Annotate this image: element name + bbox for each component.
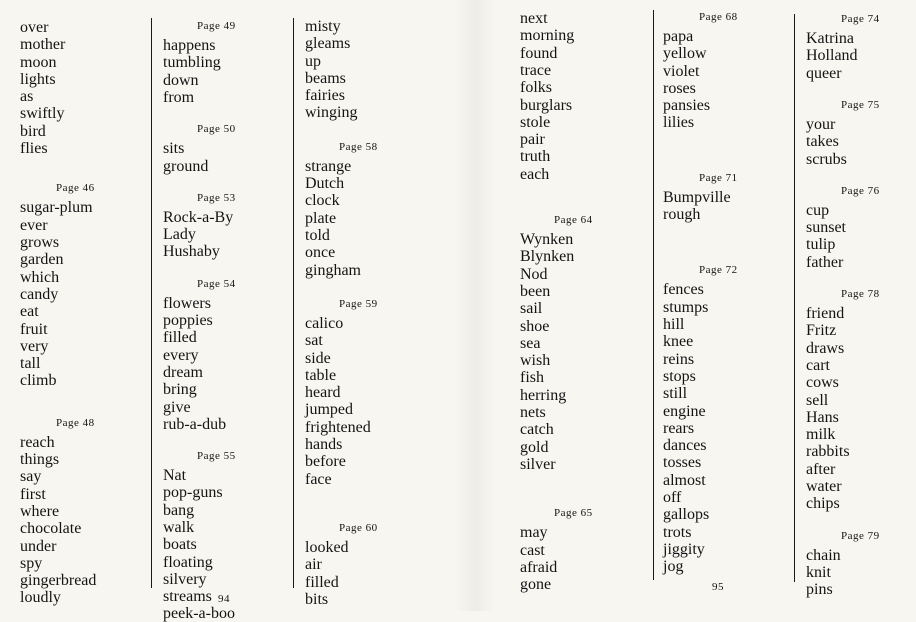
vocabulary-word: air — [305, 556, 322, 573]
vocabulary-word: under — [20, 538, 57, 555]
vocabulary-word: reach — [20, 434, 55, 451]
vocabulary-word: very — [20, 338, 49, 355]
vocabulary-word: dream — [163, 364, 203, 381]
vocabulary-word: chips — [806, 495, 840, 512]
vocabulary-word: queer — [806, 65, 842, 82]
vocabulary-word: misty — [305, 18, 341, 35]
vocabulary-word: moon — [20, 54, 57, 71]
vocabulary-word: yellow — [663, 45, 707, 62]
vocabulary-word: gone — [520, 576, 552, 593]
vocabulary-word: down — [163, 72, 199, 89]
page-reference-header: Page 65 — [554, 507, 593, 520]
vocabulary-word: sail — [520, 300, 543, 317]
page-number: 94 — [218, 593, 230, 605]
vocabulary-word: violet — [663, 63, 700, 80]
vocabulary-word: which — [20, 269, 60, 286]
vocabulary-word: cart — [806, 357, 830, 374]
vocabulary-word: found — [520, 45, 558, 62]
vocabulary-word: floating — [163, 554, 213, 571]
vocabulary-word: rough — [663, 206, 701, 223]
vocabulary-word: fences — [663, 281, 704, 298]
page-reference-header: Page 58 — [339, 140, 378, 153]
vocabulary-word: chain — [806, 547, 841, 564]
vocabulary-word: friend — [806, 305, 845, 322]
vocabulary-word: happens — [163, 37, 216, 54]
vocabulary-word: been — [520, 283, 551, 300]
vocabulary-word: sits — [163, 140, 185, 157]
page-reference-header: Page 55 — [197, 450, 236, 463]
vocabulary-word: over — [20, 19, 49, 36]
vocabulary-word: afraid — [520, 559, 558, 576]
vocabulary-word: rub-a-dub — [163, 416, 227, 433]
vocabulary-word: Katrina — [806, 30, 854, 47]
vocabulary-word: hands — [305, 436, 343, 453]
vocabulary-word: wish — [520, 352, 551, 369]
vocabulary-word: sea — [520, 335, 541, 352]
vocabulary-word: takes — [806, 133, 839, 150]
vocabulary-word: filled — [163, 329, 197, 346]
vocabulary-word: poppies — [163, 312, 213, 329]
vocabulary-word: chocolate — [20, 520, 82, 537]
vocabulary-word: may — [520, 524, 548, 541]
vocabulary-word: roses — [663, 80, 696, 97]
vocabulary-word: tall — [20, 355, 41, 372]
vocabulary-word: Bumpville — [663, 189, 731, 206]
vocabulary-word: fruit — [20, 321, 48, 338]
vocabulary-word: tumbling — [163, 54, 221, 71]
column-rule — [794, 14, 795, 582]
vocabulary-word: fish — [520, 369, 544, 386]
page-reference-header: Page 79 — [841, 529, 880, 542]
vocabulary-word: flowers — [163, 295, 211, 312]
vocabulary-word: Lady — [163, 226, 196, 243]
vocabulary-word: each — [520, 166, 550, 183]
vocabulary-word: walk — [163, 519, 195, 536]
vocabulary-word: told — [305, 227, 330, 244]
page-reference-header: Page 75 — [841, 98, 880, 111]
vocabulary-word: sugar-plum — [20, 199, 93, 216]
vocabulary-word: folks — [520, 79, 552, 96]
vocabulary-word: loudly — [20, 589, 61, 606]
vocabulary-word: stole — [520, 114, 551, 131]
vocabulary-word: herring — [520, 387, 567, 404]
page-reference-header: Page 64 — [554, 214, 593, 226]
vocabulary-word: pins — [806, 581, 833, 598]
page-reference-header: Page 59 — [339, 297, 378, 310]
vocabulary-word: draws — [806, 340, 845, 357]
vocabulary-word: frightened — [305, 419, 371, 436]
vocabulary-word: as — [20, 88, 34, 105]
vocabulary-word: lights — [20, 71, 56, 88]
vocabulary-word: winging — [305, 104, 358, 121]
page-reference-header: Page 78 — [841, 288, 880, 300]
vocabulary-word: jog — [663, 558, 684, 575]
vocabulary-word: first — [20, 486, 46, 503]
vocabulary-word: father — [806, 254, 844, 271]
vocabulary-word: sat — [305, 332, 323, 349]
page-reference-header: Page 68 — [699, 11, 738, 23]
vocabulary-word: Rock-a-By — [163, 209, 234, 226]
vocabulary-word: mother — [20, 36, 66, 53]
vocabulary-word: strange — [305, 158, 352, 175]
vocabulary-word: Hans — [806, 409, 839, 426]
vocabulary-word: up — [305, 53, 321, 70]
vocabulary-word: say — [20, 468, 42, 485]
vocabulary-word: gallops — [663, 506, 710, 523]
vocabulary-word: cows — [806, 374, 839, 391]
vocabulary-word: truth — [520, 148, 551, 165]
vocabulary-word: heard — [305, 384, 341, 401]
column-rule — [293, 18, 294, 588]
vocabulary-word: pair — [520, 131, 545, 148]
page-reference-header: Page 53 — [197, 191, 236, 204]
page-reference-header: Page 60 — [339, 521, 378, 534]
vocabulary-word: gingerbread — [20, 572, 97, 589]
vocabulary-word: ground — [163, 158, 209, 175]
vocabulary-word: side — [305, 350, 331, 367]
vocabulary-word: Fritz — [806, 322, 837, 339]
vocabulary-word: still — [663, 385, 688, 402]
vocabulary-word: silver — [520, 456, 556, 473]
vocabulary-word: jumped — [305, 401, 353, 418]
vocabulary-word: table — [305, 367, 337, 384]
vocabulary-word: face — [305, 471, 332, 488]
vocabulary-word: shoe — [520, 318, 550, 335]
vocabulary-word: eat — [20, 303, 39, 320]
vocabulary-word: streams — [163, 588, 212, 605]
vocabulary-word: jiggity — [663, 541, 705, 558]
vocabulary-word: cup — [806, 202, 830, 219]
vocabulary-word: scrubs — [806, 151, 847, 168]
vocabulary-word: knit — [806, 564, 831, 581]
vocabulary-word: sell — [806, 392, 829, 409]
vocabulary-word: Blynken — [520, 248, 575, 265]
page-reference-header: Page 74 — [841, 13, 880, 25]
page-reference-header: Page 72 — [699, 264, 738, 277]
vocabulary-word: stops — [663, 368, 696, 385]
vocabulary-word: dances — [663, 437, 707, 454]
vocabulary-word: morning — [520, 27, 575, 44]
vocabulary-word: peek-a-boo — [163, 605, 235, 622]
page-reference-header: Page 49 — [197, 20, 236, 32]
vocabulary-word: your — [806, 116, 836, 133]
vocabulary-word: ever — [20, 217, 48, 234]
vocabulary-word: rabbits — [806, 443, 850, 460]
page-number: 95 — [712, 581, 724, 593]
vocabulary-word: trace — [520, 62, 552, 79]
vocabulary-word: after — [806, 461, 836, 478]
page-reference-header: Page 48 — [56, 416, 95, 429]
page-reference-header: Page 50 — [197, 123, 236, 136]
book-gutter — [455, 0, 495, 611]
vocabulary-word: Nod — [520, 266, 548, 283]
page-reference-header: Page 71 — [699, 171, 738, 184]
column-rule — [151, 18, 152, 588]
vocabulary-word: give — [163, 399, 191, 416]
vocabulary-word: boats — [163, 536, 197, 553]
vocabulary-word: bird — [20, 123, 46, 140]
vocabulary-word: catch — [520, 421, 554, 438]
vocabulary-word: climb — [20, 372, 57, 389]
vocabulary-word: spy — [20, 555, 43, 572]
vocabulary-word: before — [305, 453, 346, 470]
vocabulary-word: trots — [663, 524, 692, 541]
vocabulary-word: sunset — [806, 219, 846, 236]
vocabulary-word: Wynken — [520, 231, 574, 248]
vocabulary-word: stumps — [663, 299, 709, 316]
vocabulary-word: off — [663, 489, 682, 506]
vocabulary-word: cast — [520, 542, 545, 559]
vocabulary-word: papa — [663, 28, 694, 45]
vocabulary-word: almost — [663, 472, 706, 489]
vocabulary-word: pansies — [663, 97, 711, 114]
column-rule — [653, 10, 654, 580]
vocabulary-word: plate — [305, 210, 337, 227]
vocabulary-word: flies — [20, 140, 48, 157]
vocabulary-word: garden — [20, 251, 64, 268]
vocabulary-word: hill — [663, 316, 685, 333]
page-reference-header: Page 76 — [841, 184, 880, 197]
vocabulary-word: gleams — [305, 35, 351, 52]
vocabulary-word: swiftly — [20, 105, 65, 122]
vocabulary-word: tulip — [806, 236, 836, 253]
vocabulary-word: burglars — [520, 97, 573, 114]
page-reference-header: Page 46 — [56, 182, 95, 195]
vocabulary-word: fairies — [305, 87, 345, 104]
vocabulary-word: Nat — [163, 467, 187, 484]
vocabulary-word: calico — [305, 315, 344, 332]
vocabulary-word: beams — [305, 70, 346, 87]
vocabulary-word: engine — [663, 403, 706, 420]
vocabulary-word: rears — [663, 420, 695, 437]
vocabulary-word: gold — [520, 439, 549, 456]
vocabulary-word: looked — [305, 539, 349, 556]
vocabulary-word: next — [520, 10, 548, 27]
vocabulary-word: Hushaby — [163, 243, 220, 260]
vocabulary-word: filled — [305, 574, 339, 591]
vocabulary-word: Holland — [806, 47, 858, 64]
vocabulary-word: knee — [663, 333, 694, 350]
vocabulary-word: tosses — [663, 454, 702, 471]
vocabulary-word: reins — [663, 351, 695, 368]
vocabulary-word: bring — [163, 381, 197, 398]
vocabulary-word: clock — [305, 192, 340, 209]
vocabulary-word: pop-guns — [163, 484, 223, 501]
page-reference-header: Page 54 — [197, 277, 236, 290]
vocabulary-word: silvery — [163, 571, 207, 588]
vocabulary-word: bits — [305, 591, 329, 608]
vocabulary-word: Dutch — [305, 175, 345, 192]
vocabulary-word: bang — [163, 502, 195, 519]
vocabulary-word: from — [163, 89, 195, 106]
vocabulary-word: lilies — [663, 114, 695, 131]
vocabulary-word: milk — [806, 426, 836, 443]
vocabulary-word: candy — [20, 286, 59, 303]
vocabulary-word: grows — [20, 234, 60, 251]
vocabulary-word: gingham — [305, 262, 361, 279]
vocabulary-word: where — [20, 503, 60, 520]
vocabulary-word: every — [163, 347, 199, 364]
vocabulary-word: once — [305, 244, 336, 261]
vocabulary-word: water — [806, 478, 842, 495]
vocabulary-word: things — [20, 451, 60, 468]
vocabulary-word: nets — [520, 404, 546, 421]
